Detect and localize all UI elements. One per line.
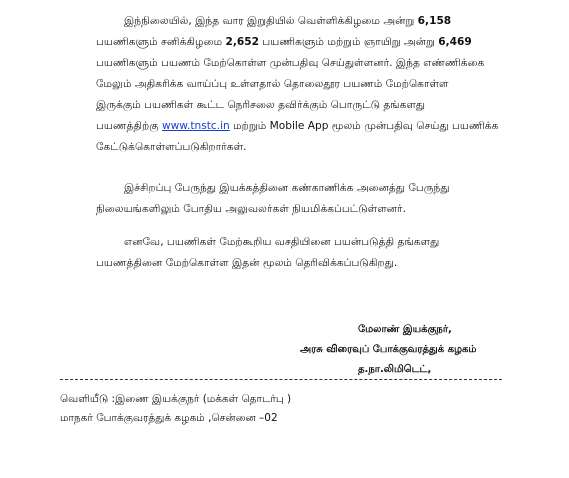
- paragraph-monitoring: [96, 178, 508, 220]
- signature-block: [300, 320, 530, 380]
- dashed-divider: [60, 379, 502, 380]
- paragraph-line: நிலையங்களிலும் போதிய அலுவலர்கள் நியமிக்கப்பட்டுள்ளனர்.: [96, 203, 406, 215]
- paragraph-line: [96, 116, 508, 137]
- sunday-count: 6,469: [438, 36, 472, 48]
- signature-organization: அரசு விரைவுப் போக்குவரத்துக் கழகம்: [300, 344, 477, 355]
- paragraph-line: பயணத்தினை மேற்கொள்ள இதன் மூலம் தெரிவிக்கப்படுகிறது.: [96, 257, 398, 269]
- text-span: பயணத்திற்கு: [96, 120, 162, 132]
- friday-count: 6,158: [417, 15, 452, 27]
- signature-title: மேலாண் இயக்குநர்,: [358, 324, 452, 335]
- paragraph-closing: [96, 232, 508, 274]
- paragraph-line: இச்சிறப்பு பேருந்து இயக்கத்தினை கண்காணிக்க அனைத்து பேருந்து: [124, 182, 450, 194]
- text-span: இந்நிலையில், இந்த வார இறுதியில் வெள்ளிக்கிழமை அன்று: [124, 15, 418, 27]
- paragraph-line: கேட்டுக்கொள்ளப்படுகிறார்கள்.: [96, 141, 247, 153]
- paragraph-line: [96, 11, 508, 32]
- paragraph-line: பயணிகளும் பயணம் மேற்கொள்ள முன்பதிவு செய்துள்ளனர். இந்த எண்ணிக்கை: [96, 57, 485, 69]
- text-span: பயணிகளும் சனிக்கிழமை: [96, 36, 226, 48]
- text-span: மற்றும் Mobile App மூலம் முன்பதிவு செய்து பயணிக்க: [229, 120, 499, 132]
- release-address: மாநகர் போக்குவரத்துக் கழகம் ,சென்னை –02: [60, 412, 278, 424]
- paragraph-line: இருக்கும் பயணிகள் கூட்ட நெரிசலை தவிர்க்கும் பொருட்டு தங்களது: [96, 99, 426, 111]
- paragraph-bookings: [96, 11, 508, 158]
- tnstc-website-link[interactable]: www.tnstc.in: [161, 120, 230, 132]
- paragraph-line: [96, 32, 508, 53]
- text-span: பயணிகளும் மற்றும் ஞாயிறு அன்று: [259, 36, 439, 48]
- paragraph-line: எனவே, பயணிகள் மேற்கூறிய வசதியினை பயன்படுத்தி தங்களது: [124, 236, 440, 248]
- release-footer: [60, 390, 291, 428]
- paragraph-line: மேலும் அதிகரிக்க வாய்ப்பு உள்ளதால் தொலைதூர பயணம் மேற்கொள்ள: [96, 78, 449, 90]
- signature-company: த.நா.லிமிடெட்,: [358, 364, 432, 375]
- release-issuer: வெளியீடு :இணை இயக்குநர் (மக்கள் தொடர்பு ): [60, 393, 292, 405]
- saturday-count: 2,652: [225, 36, 260, 48]
